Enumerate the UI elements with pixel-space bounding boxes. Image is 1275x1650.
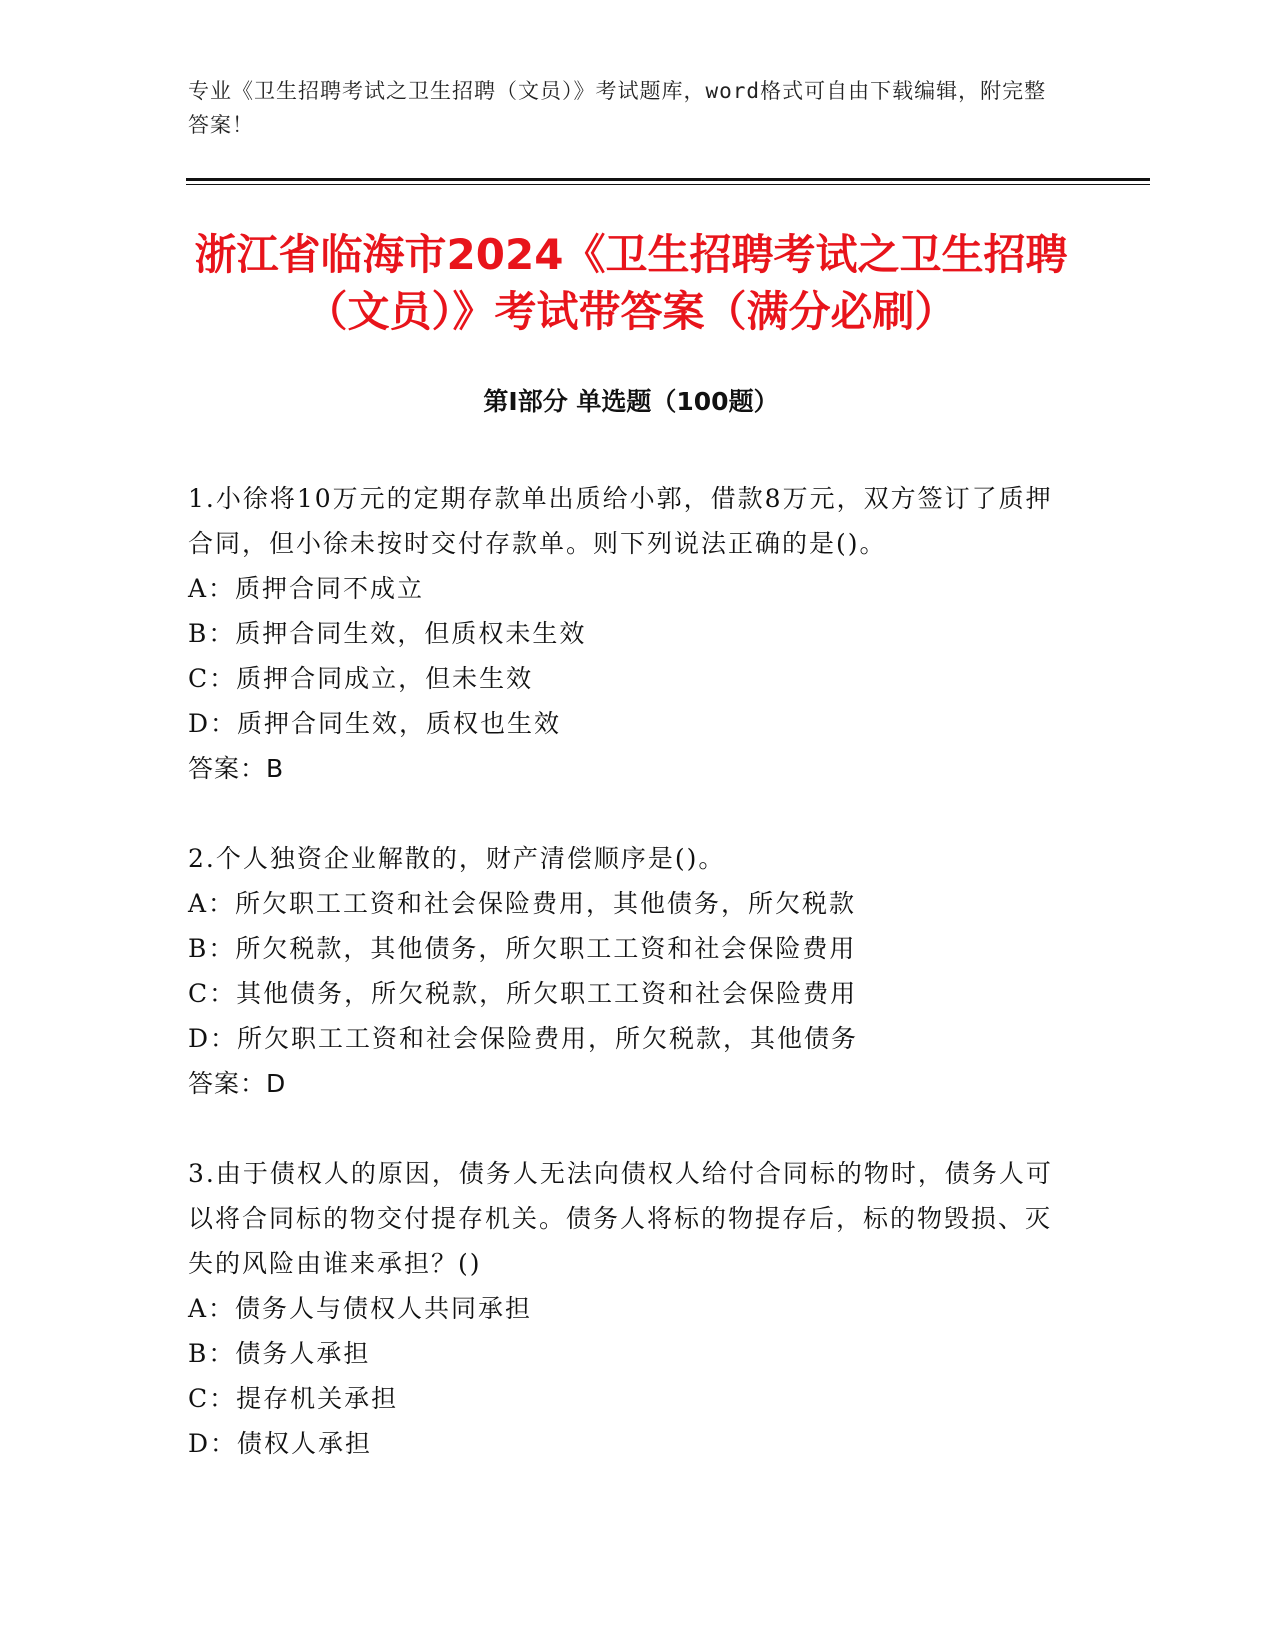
section-heading: 第Ⅰ部分 单选题（100题） — [483, 387, 779, 416]
header-divider-thin — [186, 184, 1150, 185]
question-list — [188, 476, 1068, 1511]
option-c: C：质押合同成立，但未生效 — [188, 664, 534, 693]
option-b: B：所欠税款，其他债务，所欠职工工资和社会保险费用 — [188, 934, 857, 963]
question-2 — [188, 836, 1068, 1106]
question-stem: 1.小徐将10万元的定期存款单出质给小郭，借款8万元，双方签订了质押合同，但小徐未按时交付存款单。则下列说法正确的是()。 — [188, 484, 1053, 558]
option-d: D：所欠职工工资和社会保险费用，所欠税款，其他债务 — [188, 1024, 859, 1053]
option-d: D：债权人承担 — [188, 1429, 373, 1458]
question-stem: 2.个人独资企业解散的，财产清偿顺序是()。 — [188, 844, 726, 873]
option-c: C：其他债务，所欠税款，所欠职工工资和社会保险费用 — [188, 979, 858, 1008]
question-1 — [188, 476, 1068, 791]
header-divider-thick — [186, 178, 1150, 181]
question-stem: 3.由于债权人的原因，债务人无法向债权人给付合同标的物时，债务人可以将合同标的物交付提存机关。债务人将标的物提存后，标的物毁损、灭失的风险由谁来承担？() — [188, 1159, 1053, 1278]
option-d: D：质押合同生效，质权也生效 — [188, 709, 562, 738]
header-note: 专业《卫生招聘考试之卫生招聘（文员）》考试题库，word格式可自由下载编辑，附完整答案！ — [188, 79, 1047, 137]
option-a: A：质押合同不成立 — [188, 574, 425, 603]
question-3 — [188, 1151, 1068, 1466]
option-b: B：质押合同生效，但质权未生效 — [188, 619, 587, 648]
option-b: B：债务人承担 — [188, 1339, 371, 1368]
document-title: 浙江省临海市2024《卫生招聘考试之卫生招聘（文员）》考试带答案（满分必刷） — [194, 230, 1068, 336]
option-a: A：债务人与债权人共同承担 — [188, 1294, 533, 1323]
option-a: A：所欠职工工资和社会保险费用，其他债务，所欠税款 — [188, 889, 857, 918]
answer: 答案：B — [188, 754, 285, 783]
answer: 答案：D — [188, 1069, 287, 1098]
option-c: C：提存机关承担 — [188, 1384, 399, 1413]
